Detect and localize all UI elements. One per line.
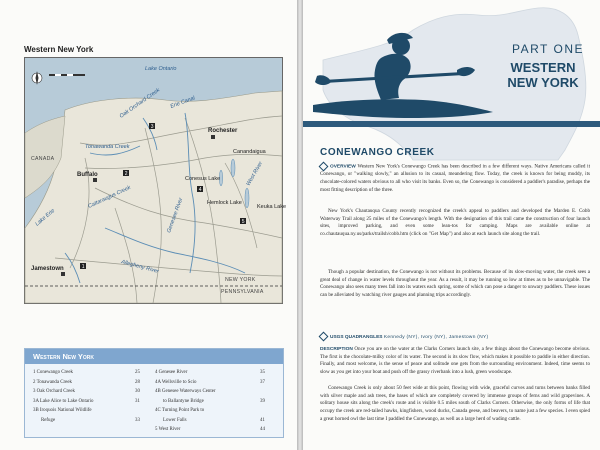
label-west-river: West River [245, 160, 265, 187]
legend-item-page: 31 [135, 398, 140, 404]
map-scale-bar [49, 74, 85, 76]
region-map [24, 57, 287, 304]
legend-item-label: 1 Conewango Creek [33, 370, 73, 375]
legend-item-label: 4C Turning Point Park to [155, 408, 205, 413]
legend-item [33, 380, 145, 385]
description-paragraph [320, 346, 590, 377]
svg-text:2: 2 [124, 170, 128, 177]
label-new-york: NEW YORK [225, 277, 256, 283]
overview-paragraph [320, 163, 590, 194]
legend-item-label: 2 Tonawanda Creek [33, 379, 72, 385]
svg-text:4: 4 [198, 186, 202, 193]
part-title-line-2: NEW YORK [507, 75, 579, 90]
label-tonawanda: Tonawanda Creek [85, 144, 130, 150]
section-rule [303, 121, 600, 127]
right-page [303, 0, 600, 450]
legend-item-page: 39 [260, 398, 265, 404]
legend-item-page: 25 [135, 370, 140, 375]
description-text: Once you are on the water at the Clarks Corners launch site, a few things about the Conewango become obvious. The first is the chocolate-milky color of its water. The second is its slow flow, which makes it possible to paddle in either direction. Finally, and most welcome, is the sense of peace and solitude one gets from the surrounding environment. Indeed, time seems to slow as you get into your boat and push off the grassy riverbank into a lush, green woodscape. [320, 346, 590, 376]
legend-title: Western New York [33, 352, 94, 361]
label-cattaraugus: Cattaraugus Creek [87, 184, 132, 210]
chapter-title: CONEWANGO CREEK [320, 147, 435, 158]
legend-item-page: 33 [135, 417, 140, 423]
legend-item-label: 4A Wellsville to Scio [155, 379, 197, 385]
paragraph-3: Though a popular destination, the Conewango is not without its problems. Because of its slow-moving water, the creek sees a great deal of change in water levels throughout the year. As a result, it may be running so low at times as to be unnavigable. The Conewango also sees many trees fall into its waters each spring, some of which can pose a danger to unwary paddlers. These issues can be alleviated by watching river gauges and planning trips accordingly. [320, 269, 590, 299]
legend-item-label: 5 West River [155, 427, 181, 432]
legend-item [33, 408, 145, 413]
overview-text: Western New York's Conewango Creek has been described in a few different ways. Native Americans called it Conewango, or "walking slowly," an allusion to its casual, meandering flow. Today, the creek is known for being muddy, its chocolate-colored waters obvious to all who visit its banks. Even so, the Conewango is considered a paddler's paradise, perhaps the most fitting description of the three. [320, 163, 590, 193]
legend-item [155, 427, 270, 432]
paragraph-2: New York's Chautauqua County recently recognized the creek's appeal to paddlers and developed the Marden E. Cobb Waterway Trail along 25 miles of the Conewango's length. With the designation of this trail came the construction of four launch sites, improved parking, and even some lean-tos for camping. Maps are available online at co.chautauqua.ny.us/parks/trailsh/cobb.htm (click on "Get Map") and also at each launch site along the trail. [320, 208, 590, 238]
legend-item [33, 399, 145, 404]
legend-item-label: Refuge [41, 417, 56, 423]
legend-item-label: 3 Oak Orchard Creek [33, 389, 75, 394]
legend-item [155, 399, 270, 404]
label-erie-canal: Erie Canal [169, 95, 196, 110]
usgs-line [320, 333, 488, 340]
label-keuka: Keuka Lake [257, 204, 287, 210]
label-rochester: Rochester [208, 128, 238, 134]
svg-text:3: 3 [150, 123, 154, 130]
legend-header [25, 349, 283, 364]
legend-item [155, 408, 270, 413]
legend-item-label: 3A Lake Alice to Lake Ontario [33, 398, 94, 404]
legend-item-label: 3B Iroquois National Wildlife [33, 408, 92, 413]
label-lake-ontario: Lake Ontario [145, 66, 177, 72]
label-oak-orchard: Oak Orchard Creek [118, 87, 162, 120]
legend-item [155, 389, 270, 394]
diamond-bullet-icon [319, 332, 329, 342]
label-conesus: Conesus Lake [185, 176, 221, 182]
compass-rose [32, 71, 42, 85]
part-title [493, 60, 593, 90]
label-hemlock: Hemlock Lake [207, 200, 242, 206]
map-heading: Western New York [24, 45, 94, 54]
svg-text:5: 5 [241, 218, 245, 225]
part-title-line-1: WESTERN [510, 60, 576, 75]
legend-item-label: 4 Genesee River [155, 370, 188, 375]
legend-item [155, 380, 270, 385]
legend-item-page: 44 [260, 427, 265, 432]
legend-item [155, 370, 270, 375]
legend-item [155, 418, 270, 423]
legend-item-label: Lower Falls [163, 417, 187, 423]
legend-item-label: to Ballantyne Bridge [163, 398, 204, 404]
label-pennsylvania: PENNSYLVANIA [221, 289, 264, 295]
legend-item [33, 370, 145, 375]
part-label: PART ONE [511, 42, 585, 56]
usgs-text: Kennedy (NY), Ivory (NY), Jamestown (NY) [383, 334, 489, 340]
label-genesee: Genesee River [166, 197, 185, 234]
svg-text:1: 1 [81, 263, 85, 270]
legend-item-page: 28 [135, 379, 140, 385]
usgs-lead: USGS QUADRANGLES [330, 334, 383, 340]
label-canada: CANADA [31, 156, 55, 162]
legend-item-label: 4B Genesee Waterways Center [155, 389, 216, 394]
legend-item [33, 418, 145, 423]
legend-item-page: 41 [260, 417, 265, 423]
description-lead: DESCRIPTION [320, 347, 353, 352]
label-jamestown: Jamestown [31, 266, 64, 272]
label-buffalo: Buffalo [77, 172, 98, 178]
paragraph-5: Conewango Creek is only about 50 feet wide at this point, flowing with wide, graceful curves and turns between banks filled with silver maple and ash trees, the bases of which are completely covered by immense groups of ferns and wild grapevines. A solitary house sits along the creek's route and is visible 0.5 miles south of Clarks Corners. Otherwise, the only forms of life that occupy the creek are red-tailed hawks, kingfishers, wood ducks, Canada geese, and beavers, to name just a few species. I even spied a great horned owl the last time I paddled the Conewango, as well as a large herd of wading cattle. [320, 385, 590, 422]
label-lake-erie: Lake Erie [34, 207, 57, 228]
legend-item-page: 37 [260, 379, 265, 385]
legend-item [33, 389, 145, 394]
legend-item-page: 30 [135, 389, 140, 394]
legend-item-page: 35 [260, 370, 265, 375]
left-page [0, 0, 297, 450]
diamond-bullet-icon [319, 162, 329, 172]
label-canandaigua: Canandaigua [233, 149, 266, 155]
overview-lead: OVERVIEW [330, 164, 356, 170]
label-allegheny: Allegheny River [120, 259, 160, 275]
map-legend [24, 348, 284, 438]
